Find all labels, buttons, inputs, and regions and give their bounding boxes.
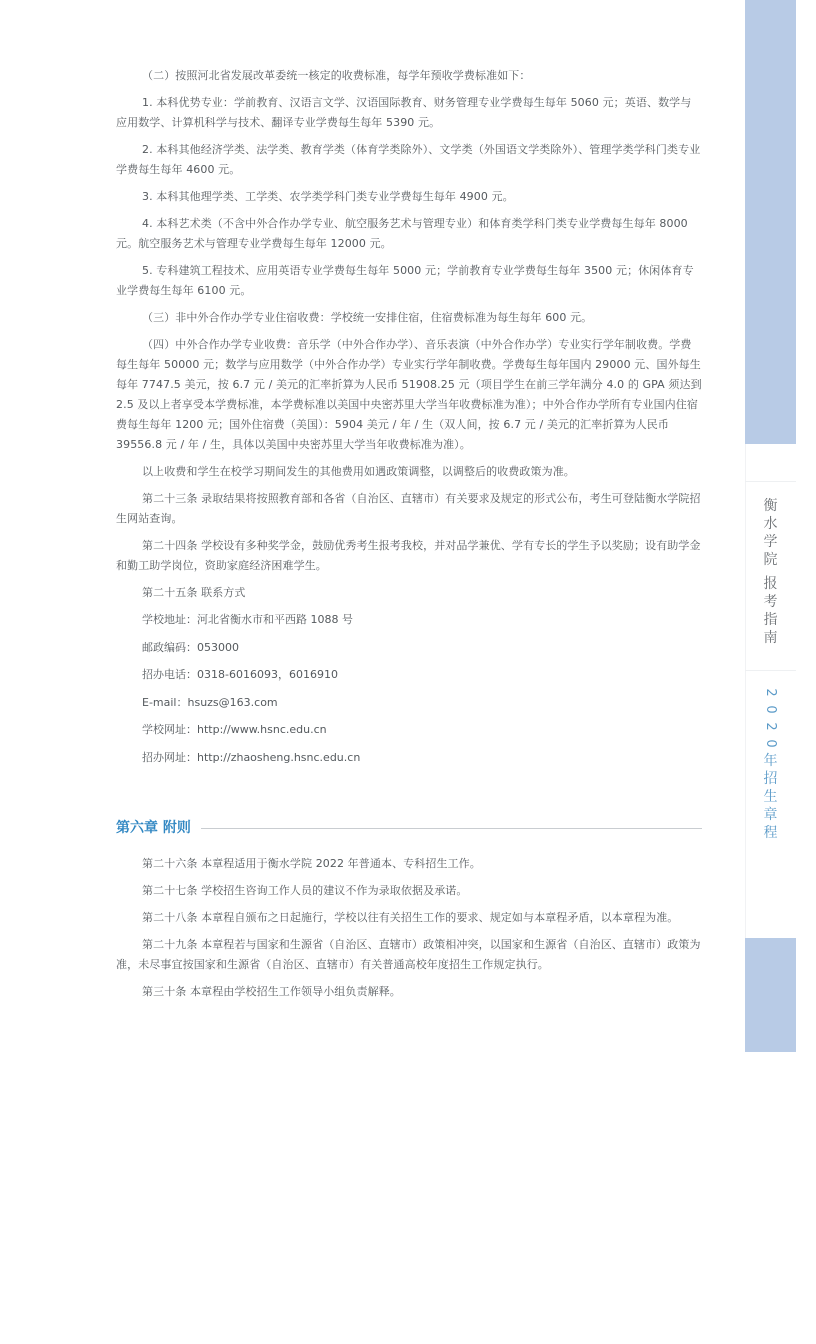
- article-30: 第三十条 本章程由学校招生工作领导小组负责解释。: [142, 985, 401, 998]
- contact-school-website: 学校网址：http://www.hsnc.edu.cn: [142, 723, 327, 736]
- chapter-title: 第六章 附则: [116, 820, 191, 836]
- chapter-divider: [201, 828, 702, 829]
- contact-address: 学校地址：河北省衡水市和平西路 1088 号: [142, 613, 353, 626]
- article-23: 第二十三条 录取结果将按照教育部和各省（自治区、直辖市）有关要求及规定的形式公布，考生可登陆衡水学院招生网站查询。: [116, 492, 701, 525]
- side-title-charter: 2 0 2 0 年 招 生 章 程: [763, 688, 778, 841]
- chapter-heading: [116, 815, 702, 839]
- contact-phone: 招办电话：0318-6016093，6016910: [142, 668, 338, 681]
- side-tab: [745, 0, 796, 1344]
- contact-email: E-mail：hsuzs@163.com: [142, 695, 278, 709]
- fees-intro: （二）按照河北省发展改革委统一核定的收费标准，每学年预收学费标准如下：: [142, 69, 531, 82]
- contact-admission-website: 招办网址：http://zhaosheng.hsnc.edu.cn: [142, 750, 361, 764]
- dorm-fee: （三）非中外合作办学专业住宿收费：学校统一安排住宿，住宿费标准为每生每年 600 元。: [142, 311, 593, 324]
- appendix-section: [116, 854, 702, 1009]
- fee-item-4: 4. 本科艺术类（不含中外合作办学专业、航空服务艺术与管理专业）和体育类学科门类专业学费每生每年 8000 元。航空服务艺术与管理专业学费每生每年 12000 元。: [116, 217, 688, 250]
- side-title-school-guide: 衡 水 学 院 报 考 指 南: [763, 498, 778, 646]
- contact-postcode: 邮政编码：053000: [142, 640, 239, 654]
- fee-item-5: 5. 专科建筑工程技术、应用英语专业学费每生每年 5000 元；学前教育专业学费每生每年 3500 元；休闲体育专业学费每生每年 6100 元。: [116, 264, 694, 297]
- side-color-block-bottom: [745, 938, 796, 1052]
- article-28: 第二十八条 本章程自颁布之日起施行，学校以往有关招生工作的要求、规定如与本章程矛盾，以本章程为准。: [142, 911, 679, 924]
- side-color-block-top: [745, 0, 796, 444]
- fee-item-3: 3. 本科其他理学类、工学类、农学类学科门类专业学费每生每年 4900 元。: [142, 190, 514, 203]
- article-27: 第二十七条 学校招生咨询工作人员的建议不作为录取依据及承诺。: [142, 884, 468, 897]
- fee-note: 以上收费和学生在校学习期间发生的其他费用如遇政策调整，以调整后的收费政策为准。: [142, 465, 575, 478]
- fees-section: [116, 66, 702, 775]
- side-divider-1: [745, 481, 796, 482]
- joint-program-fee: （四）中外合作办学专业收费：音乐学（中外合作办学）、音乐表演（中外合作办学）专业实行学年制收费。学费每生每年 50000 元；数学与应用数学（中外合作办学）专业实行学年制收费。学费每生每年国内 29000 元、国外每生每年 7747.5 美元，按 6.7 元 / 美元的汇率折算为人民币 51908.25 元（项目学生在前三学年满分 4.0 的 GPA 须达到 2.5 及以上者享受本学费标准，本学费标准以美国中央密苏里大学当年收费标准为准）；中外合作办学所有专业国内住宿费每生每年 1200 元；国外住宿费（美国）：5904 美元 / 年 / 生（双人间，按 6.7 元 / 美元的汇率折算为人民币 39556.8 元 / 年 / 生，具体以美国中央密苏里大学当年收费标准为准）。: [116, 338, 702, 451]
- fee-item-1: 1. 本科优势专业：学前教育、汉语言文学、汉语国际教育、财务管理专业学费每生每年 5060 元；英语、数学与应用数学、计算机科学与技术、翻译专业学费每生每年 5390 元。: [116, 96, 692, 129]
- fee-item-2: 2. 本科其他经济学类、法学类、教育学类（体育学类除外）、文学类（外国语文学类除外）、管理学类学科门类专业学费每生每年 4600 元。: [116, 143, 701, 176]
- article-25: 第二十五条 联系方式: [142, 586, 246, 599]
- article-24: 第二十四条 学校设有多种奖学金，鼓励优秀考生报考我校，并对品学兼优、学有专长的学生予以奖励；设有助学金和勤工助学岗位，资助家庭经济困难学生。: [116, 539, 701, 572]
- article-26: 第二十六条 本章程适用于衡水学院 2022 年普通本、专科招生工作。: [142, 857, 481, 870]
- article-29: 第二十九条 本章程若与国家和生源省（自治区、直辖市）政策相冲突，以国家和生源省（自治区、直辖市）政策为准，未尽事宜按国家和生源省（自治区、直辖市）有关普通高校年度招生工作规定执行。: [116, 938, 701, 971]
